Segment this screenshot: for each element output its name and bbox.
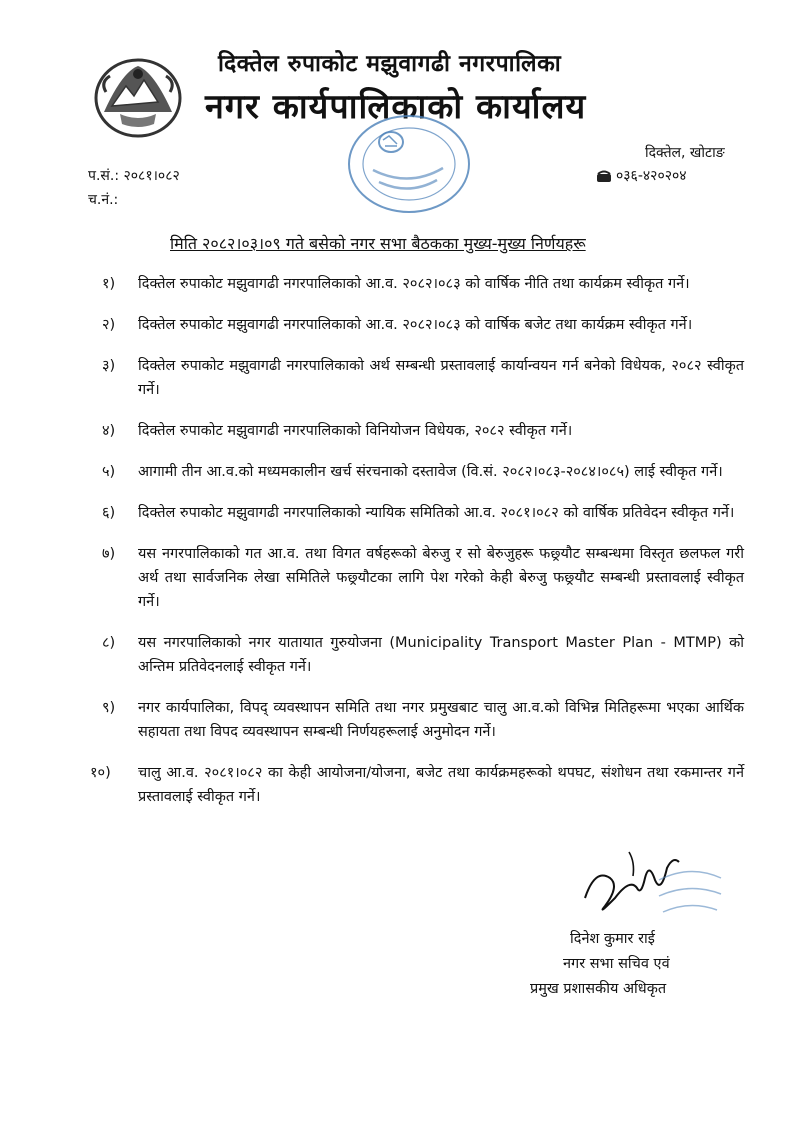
decision-item xyxy=(88,419,744,443)
decision-text: दिक्तेल रुपाकोट मझुवागढी नगरपालिकाको विनियोजन विधेयक, २०८२ स्वीकृत गर्ने। xyxy=(138,423,573,439)
decision-item xyxy=(88,460,744,484)
decision-number: ९) xyxy=(102,700,116,716)
office-address: दिक्तेल, खोटाङ xyxy=(645,145,725,161)
decision-item xyxy=(88,272,744,296)
decision-number: १) xyxy=(102,276,116,292)
decision-number: ७) xyxy=(102,546,116,562)
decision-number: ४) xyxy=(102,423,116,439)
decision-item xyxy=(88,696,744,744)
decision-number: १०) xyxy=(90,765,111,781)
decision-list xyxy=(88,272,744,809)
decision-text: नगर कार्यपालिका, विपद् व्यवस्थापन समिति तथा नगर प्रमुखबाट चालु आ.व.को विभिन्न मितिहरूमा भएका आर्थिक सहायता तथा विपद व्यवस्थापन सम्बन्धी निर्णयहरूलाई अनुमोदन गर्ने। xyxy=(138,700,744,740)
decision-item xyxy=(88,354,744,402)
decision-item xyxy=(88,761,744,809)
decision-number: ८) xyxy=(102,635,116,651)
chalani-number: च.नं.: xyxy=(88,192,119,208)
decision-item xyxy=(88,501,744,525)
page-title: मिति २०८२।०३।०९ गते बसेको नगर सभा बैठकका मुख्य-मुख्य निर्णयहरू xyxy=(170,234,586,253)
decision-text: दिक्तेल रुपाकोट मझुवागढी नगरपालिकाको अर्थ सम्बन्धी प्रस्तावलाई कार्यान्वयन गर्न बनेको विधेयक, २०८२ स्वीकृत गर्ने। xyxy=(138,358,744,398)
office-name: नगर कार्यपालिकाको कार्यालय xyxy=(205,87,587,127)
decision-number: ३) xyxy=(102,358,116,374)
decision-item xyxy=(88,313,744,337)
decision-text: यस नगरपालिकाको गत आ.व. तथा विगत वर्षहरूको बेरुजु र सो बेरुजुहरू फछ्र्यौट सम्बन्धमा विस्तृत छलफल गरी अर्थ तथा सार्वजनिक लेखा समितिले फछ्र्यौटका लागि पेश गरेको केही बेरुजु फछ्र्यौट सम्बन्धी प्रस्तावलाई स्वीकृत गर्ने। xyxy=(138,546,744,610)
signatory-title-line2: प्रमुख प्रशासकीय अधिकृत xyxy=(530,981,667,997)
decision-item xyxy=(88,542,744,614)
decision-text: आगामी तीन आ.व.को मध्यमकालीन खर्च संरचनाको दस्तावेज (वि.सं. २०८२।०८३-२०८४।०८५) लाई स्वीकृत गर्ने। xyxy=(138,464,723,480)
signature-stamp-icon xyxy=(655,860,725,920)
nepal-emblem-icon xyxy=(92,52,184,140)
phone-number-row xyxy=(596,166,687,185)
decision-number: ५) xyxy=(102,464,116,480)
patra-sankhya: प.सं.: २०८१।०८२ xyxy=(88,168,180,184)
signatory-name: दिनेश कुमार राई xyxy=(570,931,655,947)
decision-number: २) xyxy=(102,317,116,333)
signatory-title-line1: नगर सभा सचिव एवं xyxy=(563,956,670,972)
decision-text: दिक्तेल रुपाकोट मझुवागढी नगरपालिकाको आ.व. २०८२।०८३ को वार्षिक बजेट तथा कार्यक्रम स्वीकृत गर्ने। xyxy=(138,317,693,333)
phone-icon xyxy=(596,170,612,182)
decision-text: दिक्तेल रुपाकोट मझुवागढी नगरपालिकाको न्यायिक समितिको आ.व. २०८१।०८२ को वार्षिक प्रतिवेदन स्वीकृत गर्ने। xyxy=(138,505,735,521)
decision-text: दिक्तेल रुपाकोट मझुवागढी नगरपालिकाको आ.व. २०८२।०८३ को वार्षिक नीति तथा कार्यक्रम स्वीकृत गर्ने। xyxy=(138,276,690,292)
phone-number: ०३६-४२०२०४ xyxy=(616,168,687,184)
decision-number: ६) xyxy=(102,505,116,521)
municipality-name: दिक्तेल रुपाकोट मझुवागढी नगरपालिका xyxy=(218,51,562,77)
decision-text: चालु आ.व. २०८१।०८२ का केही आयोजना/योजना, बजेट तथा कार्यक्रमहरूको थपघट, संशोधन तथा रकमान्तर गर्ने प्रस्तावलाई स्वीकृत गर्ने। xyxy=(138,765,744,805)
office-stamp-icon xyxy=(343,110,475,218)
decision-text: यस नगरपालिकाको नगर यातायात गुरुयोजना (Municipality Transport Master Plan - MTMP) को अन्तिम प्रतिवेदनलाई स्वीकृत गर्ने। xyxy=(138,635,744,675)
decision-item xyxy=(88,631,744,679)
